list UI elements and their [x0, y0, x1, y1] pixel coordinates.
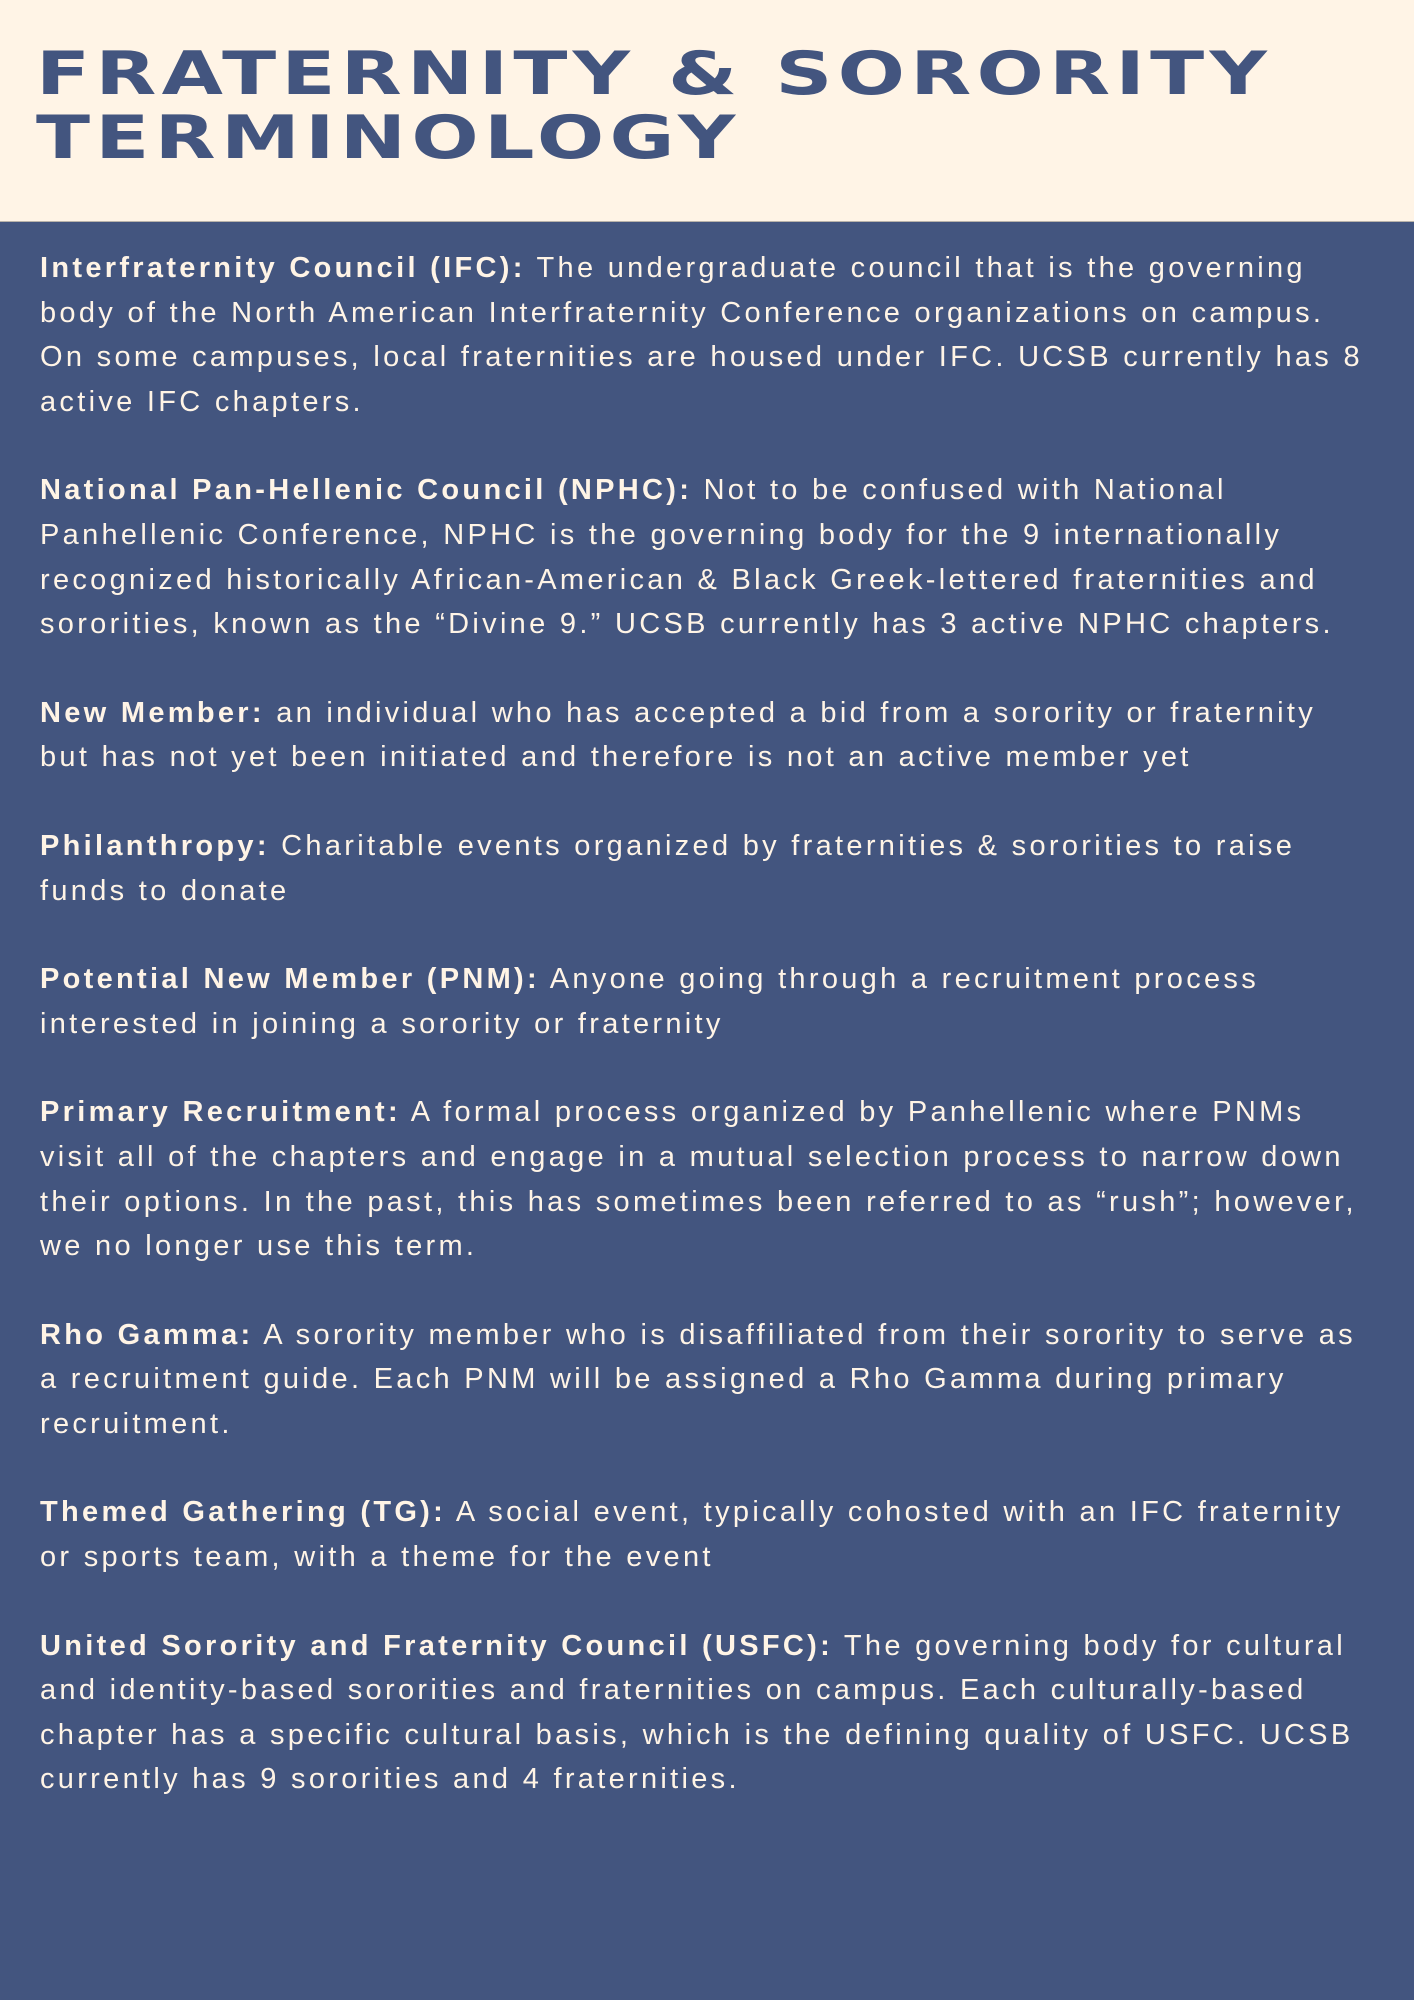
term: United Sorority and Fraternity Council (USFC):	[40, 1629, 834, 1662]
definition: A social event, typically cohosted with an IFC fraternity or sports team, with a theme for the event	[40, 1496, 1344, 1574]
term: Primary Recruitment:	[40, 1096, 401, 1129]
term: National Pan-Hellenic Council (NPHC):	[40, 474, 693, 507]
term: Interfraternity Council (IFC):	[40, 252, 526, 284]
definition: A sorority member who is disaffiliated from their sorority to serve as a recruitment guide. Each PNM will be assigned a Rho Gamma during primary recruitment.	[40, 1318, 1356, 1440]
title-line-2: TERMINOLOGY	[36, 103, 741, 173]
glossary-entry-primary-recruitment	[40, 1090, 1374, 1268]
term: Rho Gamma:	[40, 1318, 254, 1351]
definition: Not to be confused with National Panhellenic Conference, NPHC is the governing body for the 9 internationally recognized historically African-American & Black Greek-lettered fraternities and sororities, known as the “Divine 9.” UCSB currently has 3 active NPHC chapters.	[40, 474, 1334, 641]
definition: A formal process organized by Panhellenic where PNMs visit all of the chapters and engage in a mutual selection process to narrow down their options. In the past, this has sometimes been referred to as “rush”; however, we no longer use this term.	[40, 1096, 1357, 1263]
definition: The governing body for cultural and identity-based sororities and fraternities on campus. Each culturally-based chapter has a specific cultural basis, which is the defining quality of USFC. UCSB currently has 9 sororities and 4 fraternities.	[40, 1629, 1354, 1796]
glossary-entry-usfc	[40, 1624, 1374, 1802]
term: New Member:	[40, 696, 265, 729]
definition: Charitable events organized by fraternities & sororities to raise funds to donate	[40, 829, 1296, 907]
glossary-entry-ifc	[40, 246, 1374, 424]
glossary-entry-philanthropy	[40, 824, 1374, 913]
definition: The undergraduate council that is the governing body of the North American Interfraternity Conference organizations on campus. On some campuses, local fraternities are housed under IFC. UCSB currently has 8 active IFC chapters.	[40, 252, 1363, 418]
glossary-entry-nphc	[40, 468, 1374, 646]
glossary-entry-rho-gamma	[40, 1313, 1374, 1447]
title-line-1: FRATERNITY & SORORITY	[36, 39, 1273, 109]
glossary-entry-new-member	[40, 691, 1374, 780]
term: Potential New Member (PNM):	[40, 963, 540, 996]
term: Philanthropy:	[40, 829, 270, 862]
definition: an individual who has accepted a bid from a sorority or fraternity but has not yet been initiated and therefore is not an active member yet	[40, 696, 1317, 774]
definition: Anyone going through a recruitment process interested in joining a sorority or fraternity	[40, 963, 1260, 1040]
glossary-entry-themed-gathering	[40, 1490, 1374, 1579]
glossary-entry-pnm	[40, 957, 1374, 1046]
term: Themed Gathering (TG):	[40, 1496, 447, 1529]
